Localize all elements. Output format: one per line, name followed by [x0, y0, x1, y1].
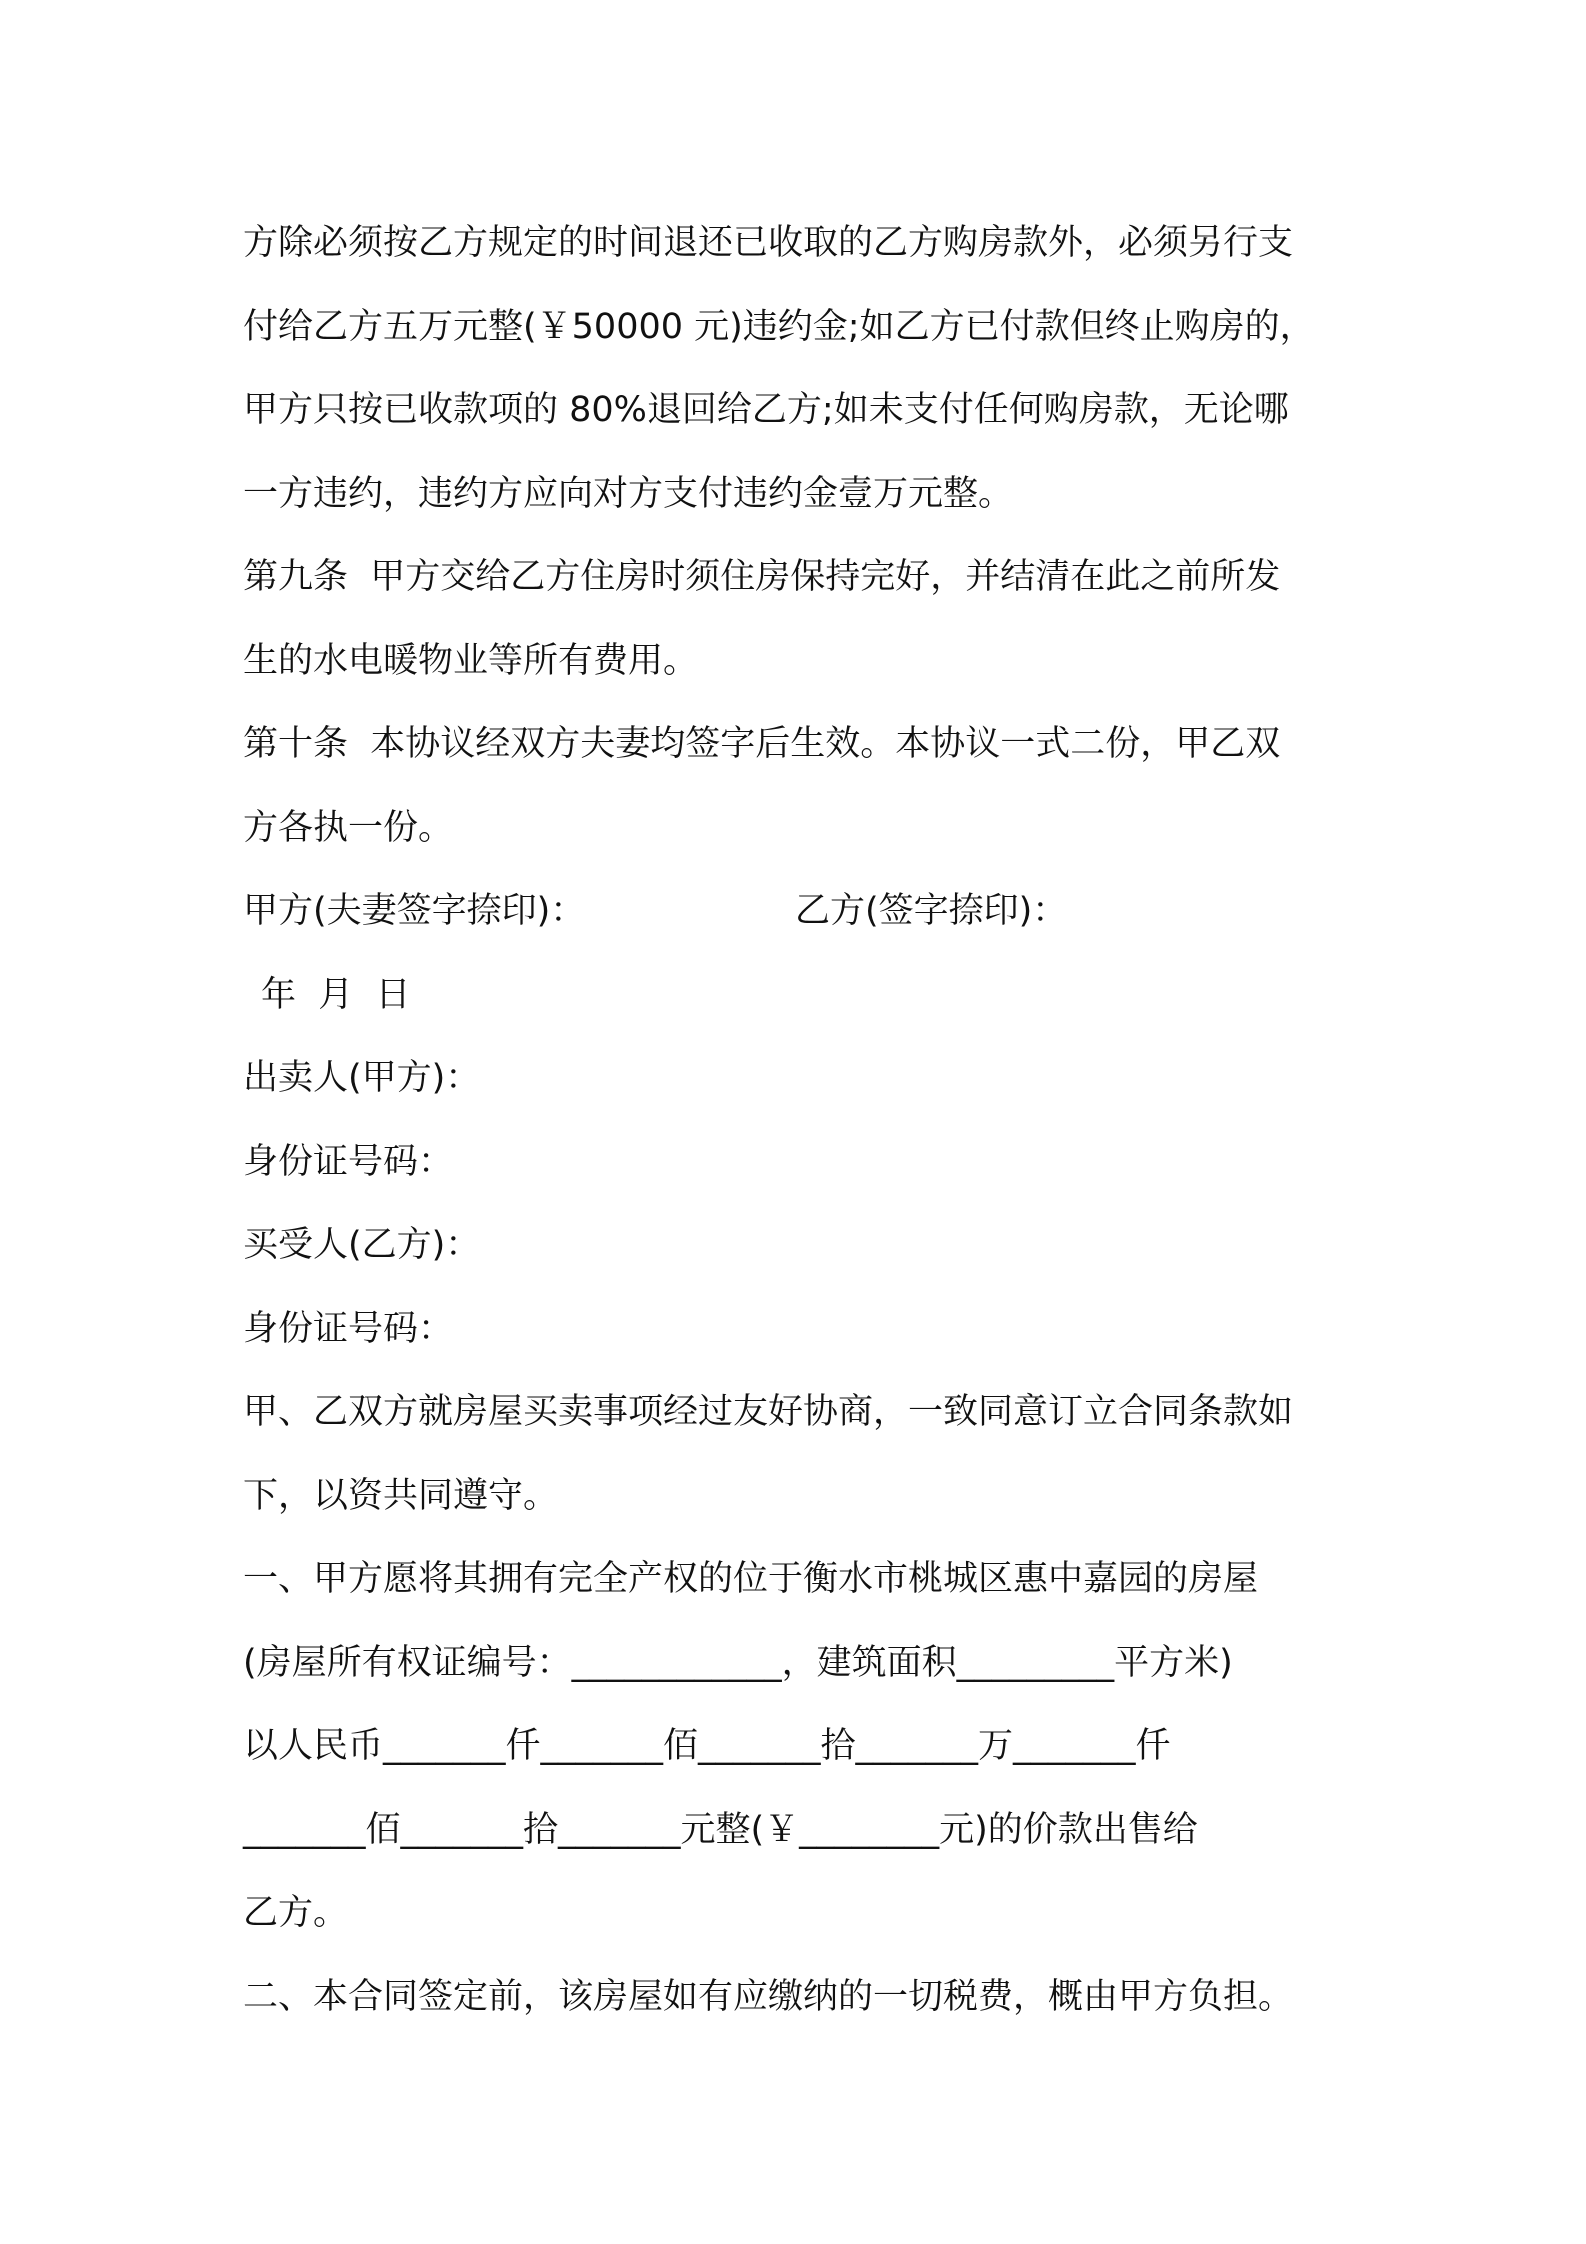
article-ten-line: 第十条 本协议经双方夫妻均签字后生效。本协议一式二份，甲乙双 [243, 724, 1281, 764]
clause-one-line: (房屋所有权证编号：____________，建筑面积_________平方米) [243, 1642, 1233, 1683]
clause-one-line: 一、甲方愿将其拥有完全产权的位于衡水市桃城区惠中嘉园的房屋 [243, 1559, 1259, 1599]
clause-one-line: 乙方。 [243, 1893, 349, 1933]
seller-id-label: 身份证号码： [243, 1141, 454, 1182]
party-a-signature-label: 甲方(夫妻签字捺印)： [243, 891, 586, 931]
party-b-signature-label: 乙方(签字捺印)： [795, 891, 1068, 931]
article-nine-line: 第九条 甲方交给乙方住房时须住房保持完好，并结清在此之前所发 [243, 557, 1281, 597]
buyer-id-label: 身份证号码： [243, 1308, 454, 1349]
text-line: 一方违约，违约方应向对方支付违约金壹万元整。 [243, 473, 1014, 514]
seller-label: 出卖人(甲方)： [243, 1058, 481, 1098]
text-line: 甲方只按已收款项的 80%退回给乙方;如未支付任何购房款，无论哪 [243, 390, 1289, 430]
clause-one-line: 以人民币_______仟_______佰_______拾_______万_______仟 [243, 1726, 1171, 1766]
date-line: 年 月 日 [261, 974, 411, 1015]
buyer-label: 买受人(乙方)： [243, 1225, 481, 1265]
text-line: 方各执一份。 [243, 807, 454, 848]
text-line: 生的水电暖物业等所有费用。 [243, 640, 699, 681]
clause-one-line: _______佰_______拾_______元整(￥________元)的价款出售给 [243, 1809, 1198, 1850]
text-line: 付给乙方五万元整(￥50000 元)违约金;如乙方已付款但终止购房的， [243, 306, 1315, 347]
document-body [243, 202, 1363, 2039]
text-line: 方除必须按乙方规定的时间退还已收取的乙方购房款外，必须另行支 [243, 223, 1294, 263]
preamble-line: 甲、乙双方就房屋买卖事项经过友好协商，一致同意订立合同条款如 [243, 1392, 1294, 1432]
preamble-line: 下，以资共同遵守。 [243, 1475, 559, 1516]
clause-two-line: 二、本合同签定前，该房屋如有应缴纳的一切税费，概由甲方负担。 [243, 1976, 1294, 2017]
signature-row [243, 870, 1363, 954]
